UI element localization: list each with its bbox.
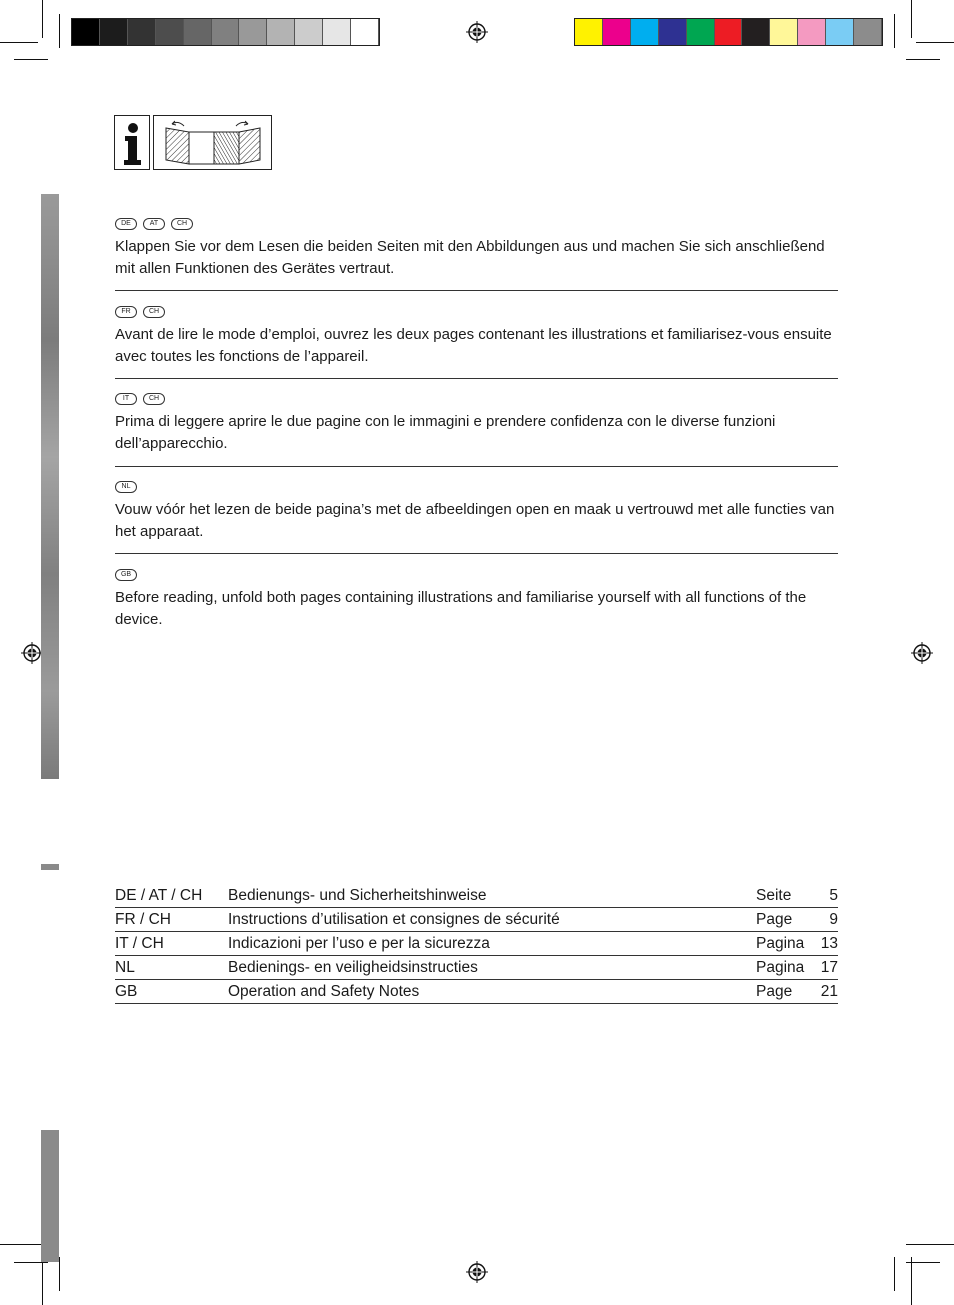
toc-page-number: 5 [829, 887, 838, 904]
lang-section-fr [115, 306, 838, 368]
toc-page-word: Pagina [756, 935, 805, 952]
process-color-bar [574, 18, 883, 46]
toc-title: Operation and Safety Notes [228, 983, 420, 1000]
grayscale-color-bar [71, 18, 380, 46]
toc-page-number: 21 [820, 983, 838, 1000]
toc-page-number: 17 [820, 959, 838, 976]
color-swatch [715, 19, 743, 45]
color-swatch [351, 19, 379, 45]
toc-title: Instructions d’utilisation et consignes de sécurité [228, 911, 560, 928]
fold-out-pages-icon [153, 115, 272, 170]
color-swatch [575, 19, 603, 45]
country-badges [115, 481, 838, 493]
section-divider [115, 290, 838, 291]
country-badge: GB [115, 569, 137, 581]
toc-page-number: 13 [820, 935, 838, 952]
toc-row[interactable] [115, 884, 838, 908]
toc-lang: DE / AT / CH [115, 887, 203, 904]
toc-row[interactable] [115, 980, 838, 1004]
country-badge: FR [115, 306, 137, 318]
toc-page-word: Page [756, 983, 793, 1000]
color-swatch [100, 19, 128, 45]
country-badge: NL [115, 481, 137, 493]
toc-lang: FR / CH [115, 911, 171, 928]
country-badge: AT [143, 218, 165, 230]
color-swatch [826, 19, 854, 45]
color-swatch [323, 19, 351, 45]
side-marker-bottom [41, 1130, 59, 1262]
registration-mark-icon [466, 21, 488, 43]
color-swatch [295, 19, 323, 45]
lang-section-de [115, 218, 838, 280]
registration-mark-icon [466, 1261, 488, 1283]
color-swatch [128, 19, 156, 45]
toc-lang: NL [115, 959, 135, 976]
registration-mark-icon [21, 642, 43, 664]
toc-row[interactable] [115, 956, 838, 980]
section-divider [115, 553, 838, 554]
toc-title: Bedienungs- und Sicherheitshinweise [228, 887, 487, 904]
color-swatch [659, 19, 687, 45]
color-swatch [239, 19, 267, 45]
color-swatch [184, 19, 212, 45]
country-badge: DE [115, 218, 137, 230]
color-swatch [212, 19, 240, 45]
color-swatch [631, 19, 659, 45]
color-swatch [156, 19, 184, 45]
color-swatch [603, 19, 631, 45]
section-divider [115, 378, 838, 379]
instruction-text: Vouw vóór het lezen de beide pagina’s met de afbeeldingen open en maak u vertrouwd met alle functies van het apparaat. [115, 501, 835, 540]
color-swatch [798, 19, 826, 45]
toc-page-word: Seite [756, 887, 792, 904]
instruction-text: Klappen Sie vor dem Lesen die beiden Seiten mit den Abbildungen aus und machen Sie sich anschließend mit allen Funktionen des Gerätes vertraut. [115, 238, 825, 277]
country-badges [115, 306, 838, 318]
instruction-text: Before reading, unfold both pages containing illustrations and familiarise yourself with all functions of the device. [115, 589, 807, 628]
table-of-contents [115, 884, 838, 1004]
toc-page-word: Page [756, 911, 793, 928]
instruction-text: Prima di leggere aprire le due pagine con le immagini e prendere confidenza con le diverse funzioni dell’apparecchio. [115, 413, 776, 452]
toc-title: Indicazioni per l’uso e per la sicurezza [228, 935, 490, 952]
toc-page-word: Pagina [756, 959, 805, 976]
lang-section-nl [115, 481, 838, 543]
toc-lang: GB [115, 983, 138, 1000]
registration-mark-icon [911, 642, 933, 664]
color-swatch [742, 19, 770, 45]
country-badges [115, 393, 838, 405]
color-swatch [267, 19, 295, 45]
toc-row[interactable] [115, 908, 838, 932]
color-swatch [72, 19, 100, 45]
country-badge: IT [115, 393, 137, 405]
toc-row[interactable] [115, 932, 838, 956]
country-badge: CH [171, 218, 193, 230]
side-texture-strip [41, 194, 59, 779]
section-divider [115, 466, 838, 467]
toc-lang: IT / CH [115, 935, 164, 952]
instruction-text: Avant de lire le mode d’emploi, ouvrez les deux pages contenant les illustrations et familiarisez-vous ensuite avec toutes les fonctions de l’appareil. [115, 326, 832, 365]
lang-section-it [115, 393, 838, 455]
country-badges [115, 218, 838, 230]
color-swatch [770, 19, 798, 45]
color-swatch [854, 19, 882, 45]
country-badge: CH [143, 393, 165, 405]
toc-title: Bedienings- en veiligheidsinstructies [228, 959, 478, 976]
toc-page-number: 9 [829, 911, 838, 928]
country-badge: CH [143, 306, 165, 318]
info-icon [114, 115, 150, 170]
color-swatch [687, 19, 715, 45]
side-marker-small [41, 864, 59, 870]
lang-section-gb [115, 569, 838, 631]
country-badges [115, 569, 838, 581]
